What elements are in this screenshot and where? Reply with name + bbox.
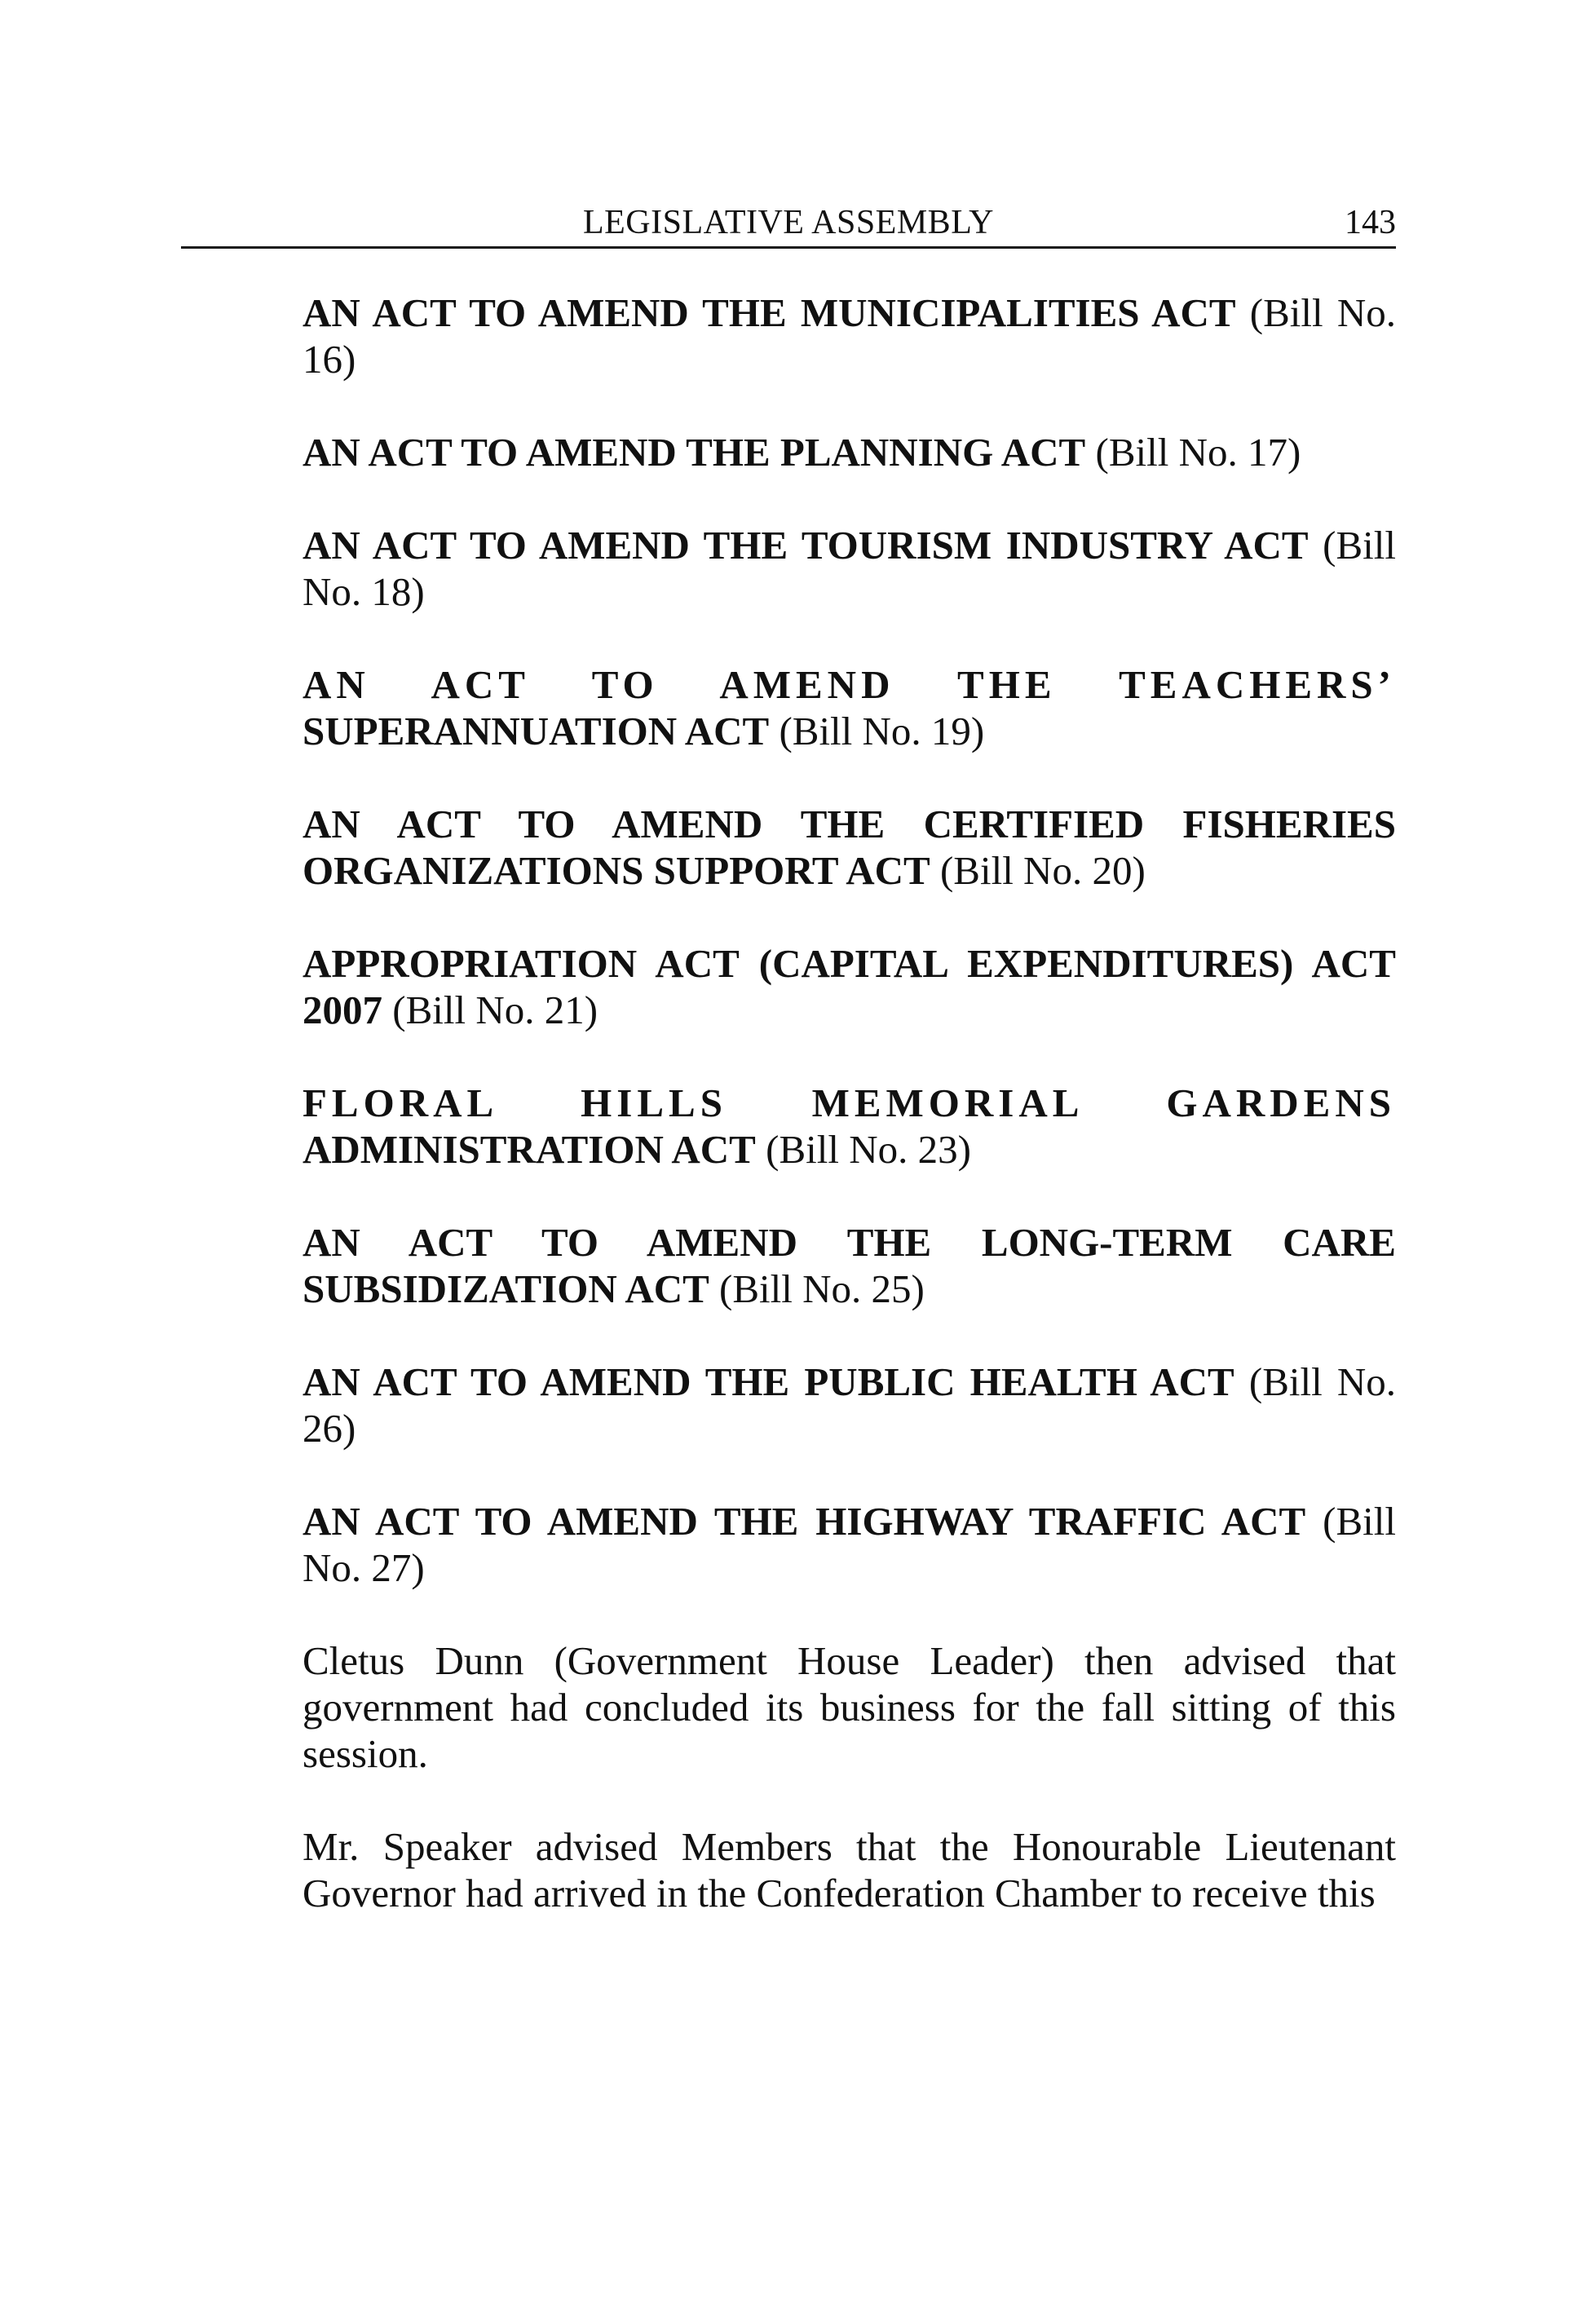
bill-entry — [303, 801, 1396, 894]
bill-entry — [303, 522, 1396, 615]
bill-title: AN ACT TO AMEND THE PUBLIC HEALTH ACT — [303, 1359, 1234, 1404]
bill-title: APPROPRIATION ACT (CAPITAL EXPENDITURES) ACT 2007 — [303, 941, 1396, 1032]
bill-number: (Bill No. 26) — [303, 1359, 1396, 1451]
bill-title: AN ACT TO AMEND THE CERTIFIED FISHERIES ORGANIZATIONS SUPPORT ACT — [303, 802, 1396, 893]
bill-title: AN ACT TO AMEND THE TOURISM INDUSTRY ACT — [303, 523, 1309, 568]
bill-number: (Bill No. 23) — [766, 1127, 971, 1172]
bill-number: (Bill No. 16) — [303, 290, 1397, 382]
bill-number: (Bill No. 27) — [303, 1499, 1397, 1590]
bill-title: AN ACT TO AMEND THE PLANNING ACT — [303, 430, 1086, 475]
header-title: LEGISLATIVE ASSEMBLY — [583, 204, 994, 241]
bill-title-line: FLORAL HILLS MEMORIAL GARDENS — [303, 1080, 1396, 1125]
bill-title-line: AN ACT TO AMEND THE TEACHERS’ — [303, 662, 1396, 707]
bill-entry — [303, 1080, 1396, 1173]
bill-entry — [303, 429, 1396, 475]
page-number: 143 — [1345, 204, 1396, 241]
bill-number: (Bill No. 25) — [719, 1266, 925, 1311]
bill-entry — [303, 1219, 1396, 1312]
bill-entry — [303, 661, 1396, 754]
body-paragraph: Cletus Dunn (Government House Leader) then advised that government had concluded its business for the fall sitting of this session. — [303, 1638, 1396, 1776]
bill-number: (Bill No. 18) — [303, 523, 1396, 614]
bill-number: (Bill No. 21) — [392, 987, 598, 1032]
bill-number: (Bill No. 20) — [939, 848, 1146, 893]
bill-entry — [303, 1359, 1396, 1451]
page-body — [303, 289, 1396, 1963]
page-header — [181, 199, 1396, 249]
bill-title: ADMINISTRATION ACT — [303, 1127, 756, 1172]
bill-title: SUPERANNUATION ACT — [303, 709, 770, 753]
bill-number: (Bill No. 19) — [779, 709, 985, 753]
bill-title: AN ACT TO AMEND THE LONG-TERM CARE SUBSIDIZATION ACT — [303, 1220, 1396, 1311]
bill-entry — [303, 940, 1396, 1033]
bill-title: AN ACT TO AMEND THE HIGHWAY TRAFFIC ACT — [303, 1499, 1306, 1544]
bill-title: AN ACT TO AMEND THE MUNICIPALITIES ACT — [303, 290, 1236, 335]
bill-number: (Bill No. 17) — [1095, 430, 1301, 475]
body-paragraph: Mr. Speaker advised Members that the Honourable Lieutenant Governor had arrived in the Confederation Chamber to receive this — [303, 1824, 1396, 1915]
bill-entry — [303, 1498, 1396, 1591]
bill-entry — [303, 289, 1396, 382]
